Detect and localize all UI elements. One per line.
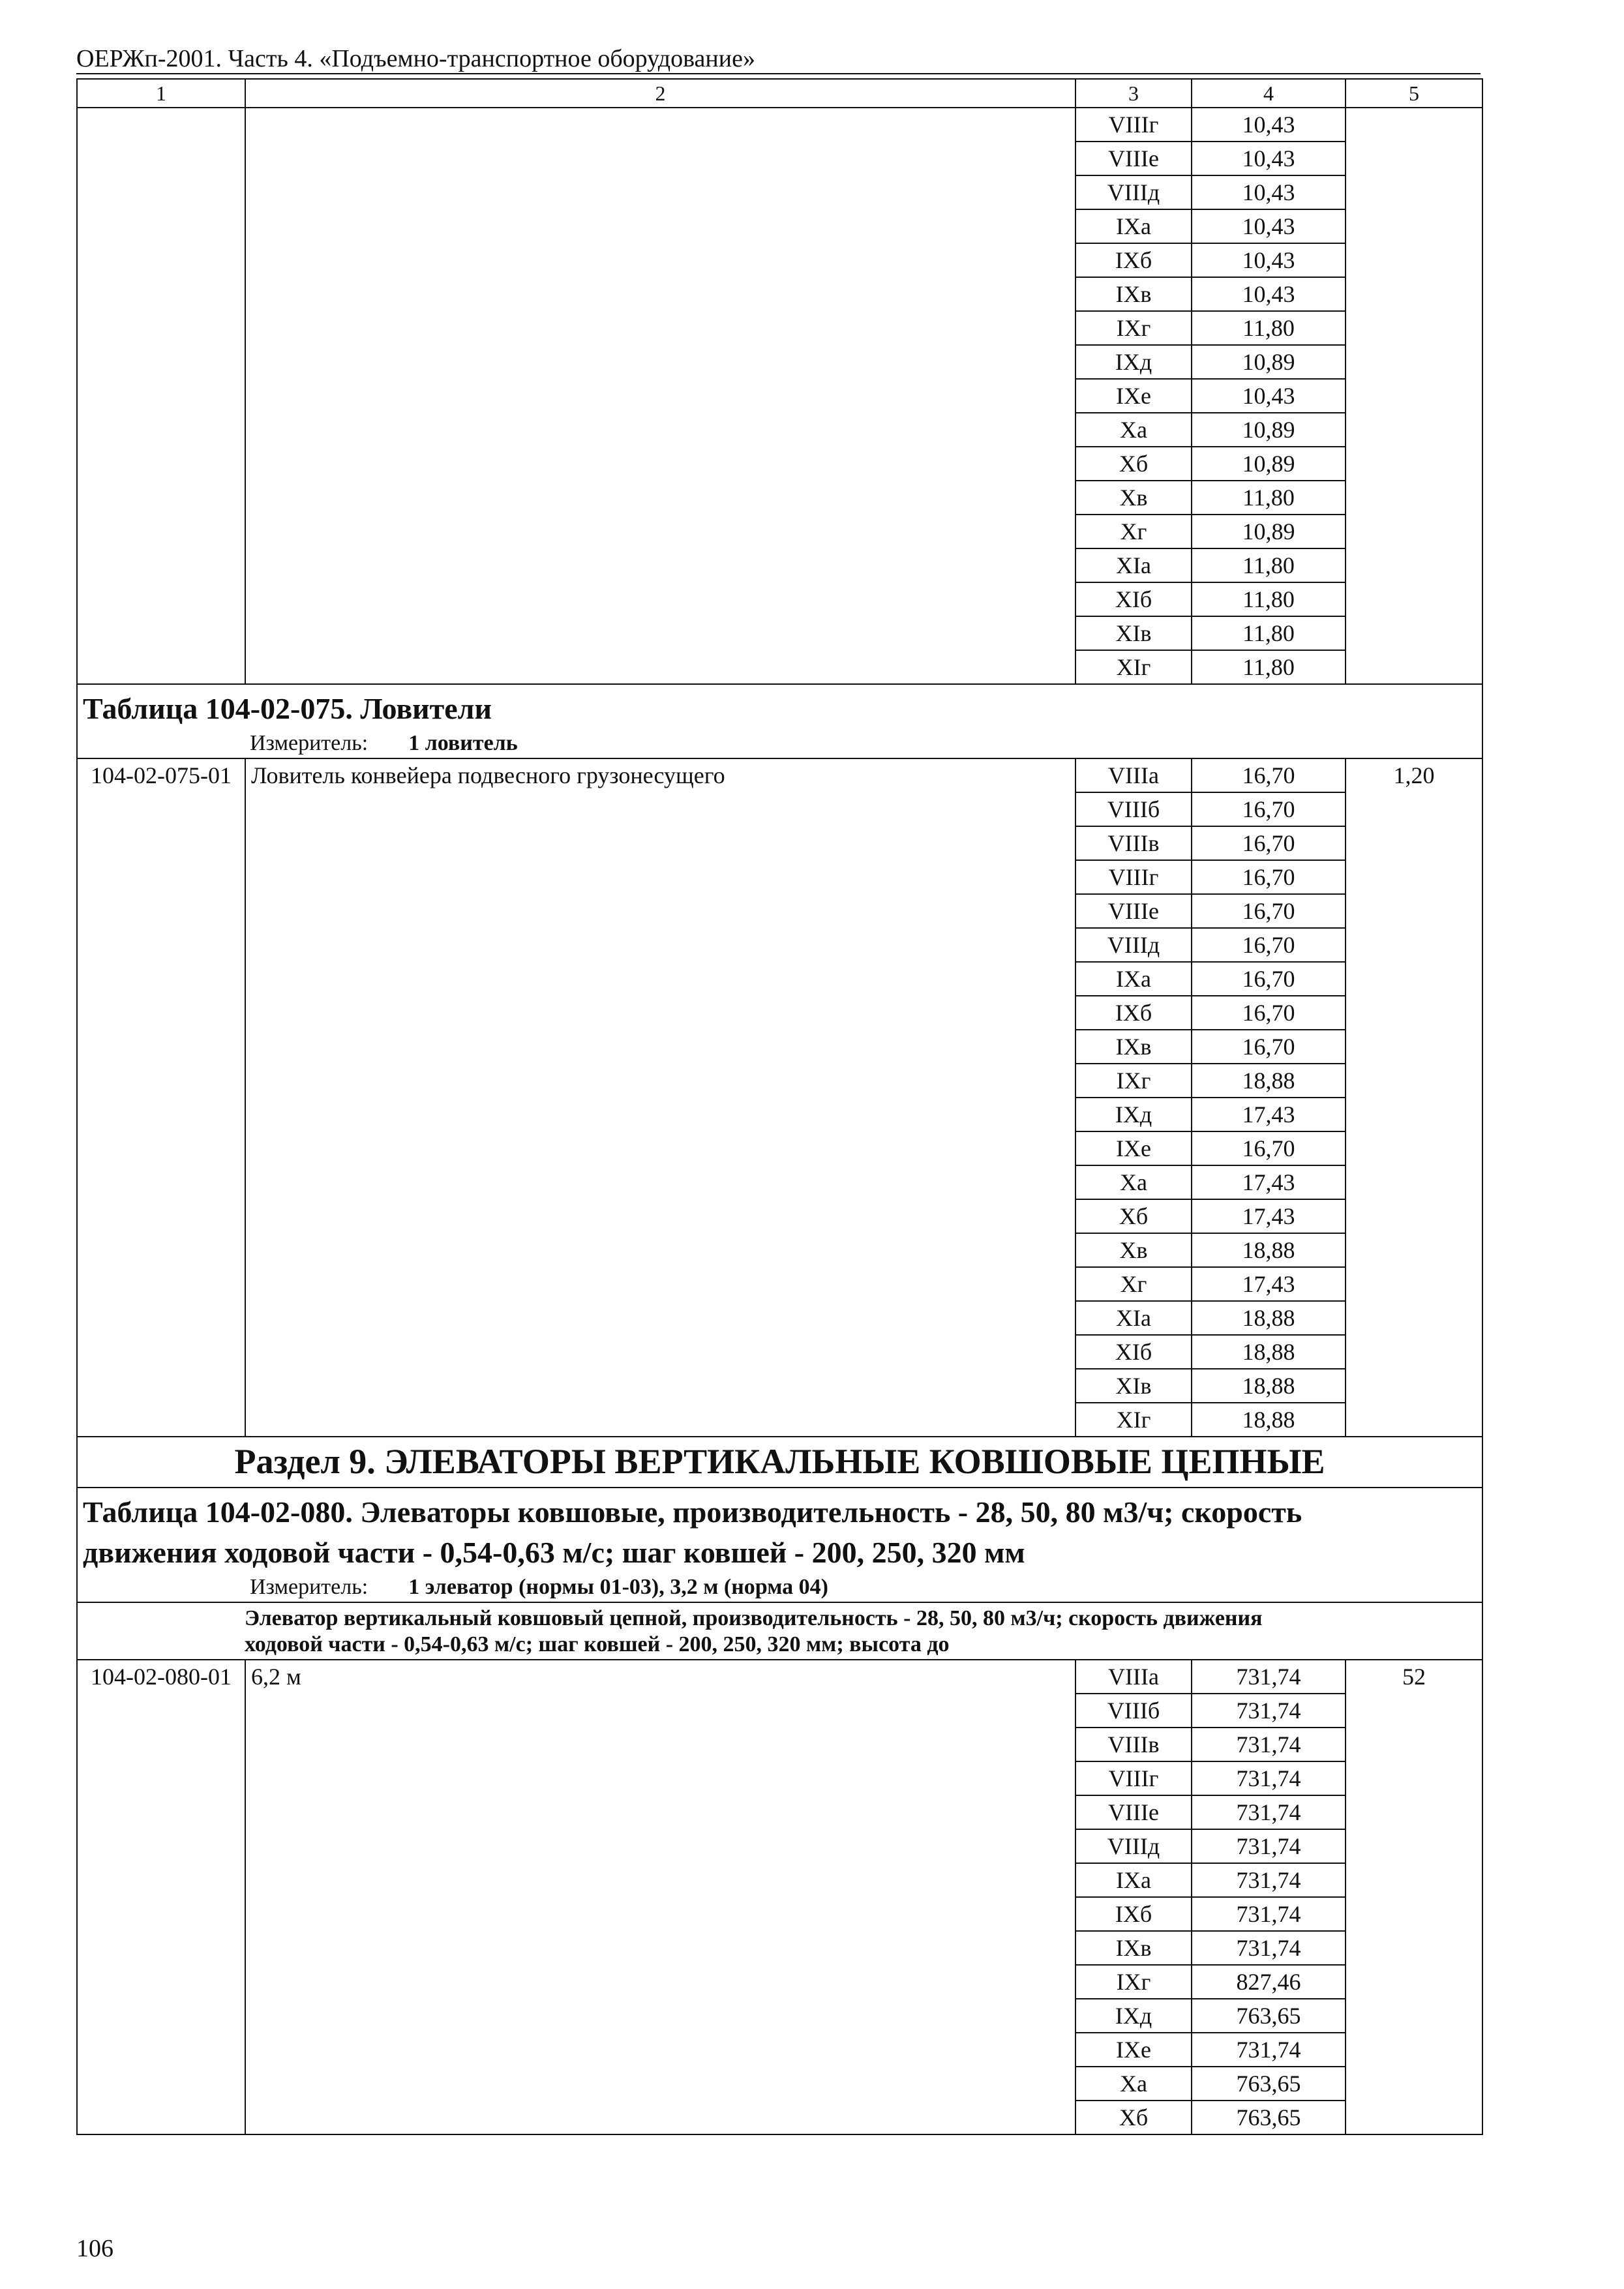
region-code: IXв xyxy=(1075,1931,1192,1965)
rate-value: 10,89 xyxy=(1192,345,1346,379)
region-code: Xб xyxy=(1075,447,1192,481)
table-row xyxy=(77,758,1482,792)
description-cell-row xyxy=(77,1602,1482,1660)
rate-value: 10,43 xyxy=(1192,108,1346,142)
region-code: VIIIб xyxy=(1075,792,1192,826)
rate-value: 16,70 xyxy=(1192,860,1346,894)
rate-value: 16,70 xyxy=(1192,826,1346,860)
region-code: Xa xyxy=(1075,2067,1192,2101)
rate-value: 10,43 xyxy=(1192,209,1346,243)
rate-value: 17,43 xyxy=(1192,1165,1346,1199)
table-080-header-row xyxy=(77,1488,1482,1602)
measure-label: Измеритель: xyxy=(250,731,368,755)
rates-table xyxy=(76,78,1483,2135)
region-code: Xв xyxy=(1075,481,1192,515)
rate-value: 16,70 xyxy=(1192,1030,1346,1064)
region-code: IXд xyxy=(1075,1098,1192,1131)
region-code: Xг xyxy=(1075,1267,1192,1301)
column-number: 2 xyxy=(245,79,1075,108)
page-header: ОЕРЖп-2001. Часть 4. «Подъемно-транспортное оборудование» xyxy=(76,45,755,72)
rate-value: 10,43 xyxy=(1192,277,1346,311)
region-code: IXб xyxy=(1075,996,1192,1030)
region-code: IXд xyxy=(1075,345,1192,379)
region-code: VIIIе xyxy=(1075,1795,1192,1829)
description-cell xyxy=(77,1602,1482,1660)
column-number: 3 xyxy=(1075,79,1192,108)
table-075-header xyxy=(77,684,1482,758)
region-code: IXг xyxy=(1075,1064,1192,1098)
rate-value: 763,65 xyxy=(1192,1999,1346,2033)
region-code: VIIIе xyxy=(1075,894,1192,928)
labor-value: 1,20 xyxy=(1346,758,1482,1437)
rate-value: 731,74 xyxy=(1192,2033,1346,2067)
rate-value: 731,74 xyxy=(1192,1660,1346,1694)
measure-label: Измеритель: xyxy=(250,1575,368,1599)
labor-value: 52 xyxy=(1346,1660,1482,2134)
rate-value: 731,74 xyxy=(1192,1795,1346,1829)
region-code: XIб xyxy=(1075,582,1192,616)
region-code: VIIIa xyxy=(1075,758,1192,792)
region-code: Xa xyxy=(1075,1165,1192,1199)
measure-line xyxy=(83,729,1477,758)
header-rule xyxy=(76,73,1481,74)
table-row xyxy=(77,108,1482,142)
region-code: IXa xyxy=(1075,962,1192,996)
region-code: IXв xyxy=(1075,1030,1192,1064)
region-code: IXa xyxy=(1075,1863,1192,1897)
rate-value: 10,43 xyxy=(1192,142,1346,175)
rate-value: 17,43 xyxy=(1192,1098,1346,1131)
norm-name xyxy=(245,108,1075,684)
region-code: Xб xyxy=(1075,1199,1192,1233)
column-number: 5 xyxy=(1346,79,1482,108)
column-number-row xyxy=(77,79,1482,108)
column-number: 4 xyxy=(1192,79,1346,108)
region-code: VIIIг xyxy=(1075,108,1192,142)
rate-value: 10,43 xyxy=(1192,379,1346,413)
rate-value: 11,80 xyxy=(1192,616,1346,650)
region-code: VIIIе xyxy=(1075,142,1192,175)
column-number: 1 xyxy=(77,79,245,108)
rate-value: 18,88 xyxy=(1192,1369,1346,1403)
region-code: VIIIв xyxy=(1075,1728,1192,1761)
description-line: Элеватор вертикальный ковшовый цепной, производительность - 28, 50, 80 м3/ч; скорость движения xyxy=(245,1606,1263,1630)
region-code: XIa xyxy=(1075,1301,1192,1335)
region-code: IXг xyxy=(1075,311,1192,345)
group-description xyxy=(78,1603,1482,1659)
norm-code: 104-02-080-01 xyxy=(77,1660,245,2134)
region-code: XIг xyxy=(1075,1403,1192,1437)
section-title: Раздел 9. ЭЛЕВАТОРЫ ВЕРТИКАЛЬНЫЕ КОВШОВЫЕ ЦЕПНЫЕ xyxy=(234,1442,1325,1481)
rate-value: 10,43 xyxy=(1192,175,1346,209)
region-code: IXе xyxy=(1075,2033,1192,2067)
region-code: XIг xyxy=(1075,650,1192,684)
rate-value: 10,89 xyxy=(1192,447,1346,481)
section-title-cell-row xyxy=(77,1437,1482,1488)
measure-value: 1 элеватор (нормы 01-03), 3,2 м (норма 04) xyxy=(408,1575,828,1599)
rate-value: 16,70 xyxy=(1192,962,1346,996)
rate-value: 10,89 xyxy=(1192,413,1346,447)
region-code: XIв xyxy=(1075,616,1192,650)
region-code: Xa xyxy=(1075,413,1192,447)
rate-value: 11,80 xyxy=(1192,481,1346,515)
region-code: XIб xyxy=(1075,1335,1192,1369)
region-code: VIIIб xyxy=(1075,1694,1192,1728)
table-075-header-row xyxy=(77,684,1482,758)
norm-code xyxy=(77,108,245,684)
rate-value: 731,74 xyxy=(1192,1728,1346,1761)
labor-value xyxy=(1346,108,1482,684)
region-code: VIIIв xyxy=(1075,826,1192,860)
rate-value: 16,70 xyxy=(1192,928,1346,962)
region-code: IXе xyxy=(1075,379,1192,413)
rate-value: 17,43 xyxy=(1192,1267,1346,1301)
rate-value: 16,70 xyxy=(1192,792,1346,826)
rate-value: 11,80 xyxy=(1192,548,1346,582)
norm-name: 6,2 м xyxy=(245,1660,1075,2134)
page-number: 106 xyxy=(76,2235,113,2262)
rate-value: 731,74 xyxy=(1192,1863,1346,1897)
region-code: Xб xyxy=(1075,2101,1192,2134)
rate-value: 16,70 xyxy=(1192,758,1346,792)
table-title: Таблица 104-02-075. Ловители xyxy=(83,692,492,725)
region-code: VIIIд xyxy=(1075,1829,1192,1863)
region-code: Xг xyxy=(1075,515,1192,548)
region-code: IXб xyxy=(1075,1897,1192,1931)
rate-value: 18,88 xyxy=(1192,1335,1346,1369)
region-code: VIIIa xyxy=(1075,1660,1192,1694)
region-code: VIIIг xyxy=(1075,860,1192,894)
rate-value: 18,88 xyxy=(1192,1064,1346,1098)
rate-value: 731,74 xyxy=(1192,1761,1346,1795)
section-title-cell xyxy=(77,1437,1482,1488)
table-row xyxy=(77,1660,1482,1694)
measure-value: 1 ловитель xyxy=(408,731,518,755)
region-code: IXг xyxy=(1075,1965,1192,1999)
norm-code: 104-02-075-01 xyxy=(77,758,245,1437)
region-code: XIв xyxy=(1075,1369,1192,1403)
rate-value: 10,43 xyxy=(1192,243,1346,277)
rate-value: 827,46 xyxy=(1192,1965,1346,1999)
rate-value: 731,74 xyxy=(1192,1829,1346,1863)
region-code: VIIIд xyxy=(1075,928,1192,962)
measure-line xyxy=(83,1573,1477,1602)
description-line: ходовой части - 0,54-0,63 м/с; шаг ковшей - 200, 250, 320 мм; высота до xyxy=(245,1632,950,1656)
rate-value: 16,70 xyxy=(1192,996,1346,1030)
rate-value: 763,65 xyxy=(1192,2101,1346,2134)
rate-value: 17,43 xyxy=(1192,1199,1346,1233)
rate-value: 11,80 xyxy=(1192,582,1346,616)
rate-value: 731,74 xyxy=(1192,1931,1346,1965)
rate-value: 18,88 xyxy=(1192,1233,1346,1267)
rate-value: 731,74 xyxy=(1192,1694,1346,1728)
rate-value: 11,80 xyxy=(1192,650,1346,684)
norm-name: Ловитель конвейера подвесного грузонесущего xyxy=(245,758,1075,1437)
rate-value: 731,74 xyxy=(1192,1897,1346,1931)
rate-value: 18,88 xyxy=(1192,1403,1346,1437)
rate-value: 18,88 xyxy=(1192,1301,1346,1335)
region-code: VIIIд xyxy=(1075,175,1192,209)
rate-value: 16,70 xyxy=(1192,1131,1346,1165)
table-title-line: движения ходовой части - 0,54-0,63 м/с; шаг ковшей - 200, 250, 320 мм xyxy=(83,1536,1025,1569)
rate-value: 11,80 xyxy=(1192,311,1346,345)
table-080-header xyxy=(77,1488,1482,1602)
region-code: IXa xyxy=(1075,209,1192,243)
table-title-line: Таблица 104-02-080. Элеваторы ковшовые, производительность - 28, 50, 80 м3/ч; скорость xyxy=(83,1495,1302,1529)
region-code: VIIIг xyxy=(1075,1761,1192,1795)
rate-value: 763,65 xyxy=(1192,2067,1346,2101)
region-code: Xв xyxy=(1075,1233,1192,1267)
region-code: IXв xyxy=(1075,277,1192,311)
rate-value: 16,70 xyxy=(1192,894,1346,928)
region-code: IXе xyxy=(1075,1131,1192,1165)
rate-value: 10,89 xyxy=(1192,515,1346,548)
region-code: IXб xyxy=(1075,243,1192,277)
region-code: IXд xyxy=(1075,1999,1192,2033)
region-code: XIa xyxy=(1075,548,1192,582)
